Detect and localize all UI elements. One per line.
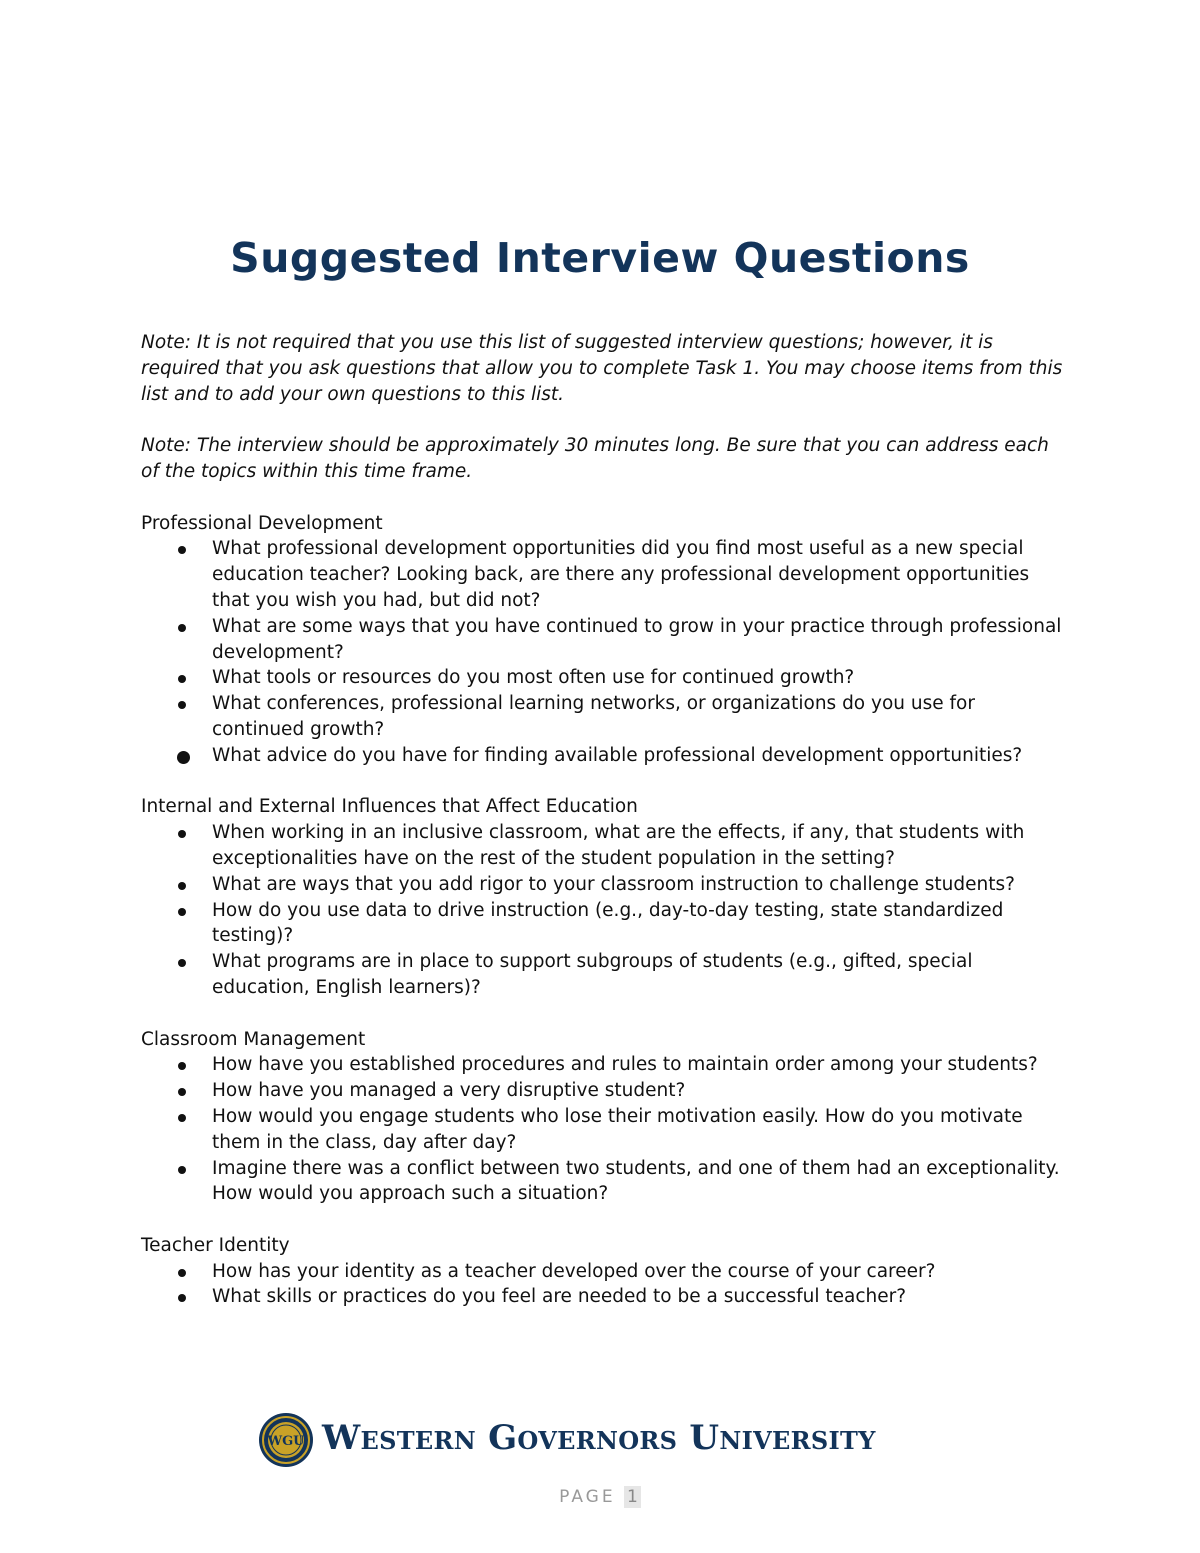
bullet-icon — [177, 751, 190, 764]
question-text: What advice do you have for finding available professional development opportunities? — [212, 744, 1023, 766]
page-number: 1 — [624, 1486, 641, 1508]
wgu-logo — [258, 1408, 908, 1474]
bullet-icon — [178, 1269, 186, 1277]
bullet-icon — [178, 1294, 186, 1302]
question-text: What are ways that you add rigor to your classroom instruction to challenge students? — [212, 873, 1015, 895]
note-paragraph: Note: It is not required that you use this list of suggested interview questions; however, it is required that you ask questions that allow you to complete Task 1. You may choose items from this list and to add your own questions to this list. — [141, 332, 1063, 405]
list-item — [141, 949, 1071, 1001]
question-text: How have you managed a very disruptive student? — [212, 1080, 686, 1102]
list-item — [141, 665, 1071, 691]
question-text: What programs are in place to support subgroups of students (e.g., gifted, special education, English learners)? — [212, 951, 973, 998]
question-text: How would you engage students who lose their motivation easily. How do you motivate them in the class, day after day? — [212, 1105, 1023, 1153]
university-seal-icon — [258, 1412, 314, 1468]
bullet-icon — [178, 1088, 186, 1096]
question-text: What professional development opportunities did you find most useful as a new special education teacher? Looking back, are there any professional development opportunities that you wish you had, but did not? — [212, 538, 1030, 611]
document-body — [141, 330, 1071, 1336]
section-heading: Classroom Management — [141, 1028, 366, 1050]
question-list — [141, 1259, 1071, 1311]
question-text: When working in an inclusive classroom, what are the effects, if any, that students with exceptionalities have on the rest of the student population in the setting? — [212, 822, 1025, 869]
question-text: What conferences, professional learning networks, or organizations do you use for continued growth? — [212, 693, 975, 740]
page-indicator — [0, 1487, 1200, 1507]
section-teacher-identity — [141, 1233, 1071, 1310]
list-item — [141, 743, 1071, 769]
question-text: What skills or practices do you feel are needed to be a successful teacher? — [212, 1286, 907, 1308]
bullet-icon — [178, 908, 186, 916]
list-item — [141, 691, 1071, 743]
list-item — [141, 872, 1071, 898]
bullet-icon — [178, 1114, 186, 1122]
page-label: PAGE — [559, 1487, 616, 1507]
question-text: What are some ways that you have continued to grow in your practice through professional development? — [212, 615, 1062, 663]
section-heading: Professional Development — [141, 512, 383, 534]
bullet-icon — [178, 1062, 186, 1070]
question-text: How has your identity as a teacher developed over the course of your career? — [212, 1260, 936, 1282]
question-list — [141, 1052, 1071, 1207]
section-influences — [141, 794, 1071, 1000]
question-text: How do you use data to drive instruction (e.g., day-to-day testing, state standardized testing)? — [212, 899, 1004, 947]
section-classroom-management — [141, 1027, 1071, 1208]
list-item — [141, 1052, 1071, 1078]
section-professional-development — [141, 511, 1071, 769]
bullet-icon — [178, 546, 186, 554]
list-item — [141, 1078, 1071, 1104]
bullet-icon — [178, 675, 186, 683]
list-item — [141, 898, 1071, 950]
question-text: Imagine there was a conflict between two students, and one of them had an exceptionality. How would you approach such a situation? — [212, 1157, 1060, 1205]
list-item — [141, 1156, 1071, 1208]
question-text: How have you established procedures and rules to maintain order among your students? — [212, 1054, 1038, 1076]
list-item — [141, 1284, 1071, 1310]
seal-text: WGU — [267, 1434, 305, 1449]
section-heading: Teacher Identity — [141, 1234, 290, 1256]
bullet-icon — [178, 882, 186, 890]
bullet-icon — [178, 1166, 186, 1174]
bullet-icon — [178, 959, 186, 967]
bullet-icon — [178, 701, 186, 709]
section-heading: Internal and External Influences that Affect Education — [141, 796, 638, 818]
bullet-icon — [178, 830, 186, 838]
list-item — [141, 614, 1071, 666]
question-list — [141, 536, 1071, 768]
document-title: Suggested Interview Questions — [230, 234, 970, 282]
bullet-icon — [178, 624, 186, 632]
list-item — [141, 536, 1071, 613]
list-item — [141, 1104, 1071, 1156]
question-text: What tools or resources do you most often use for continued growth? — [212, 667, 855, 689]
logo-wordmark: Western Governors University — [322, 1418, 876, 1458]
list-item — [141, 820, 1071, 872]
question-list — [141, 820, 1071, 1001]
list-item — [141, 1259, 1071, 1285]
note-paragraph: Note: The interview should be approximately 30 minutes long. Be sure that you can address each of the topics within this time frame. — [141, 435, 1049, 482]
